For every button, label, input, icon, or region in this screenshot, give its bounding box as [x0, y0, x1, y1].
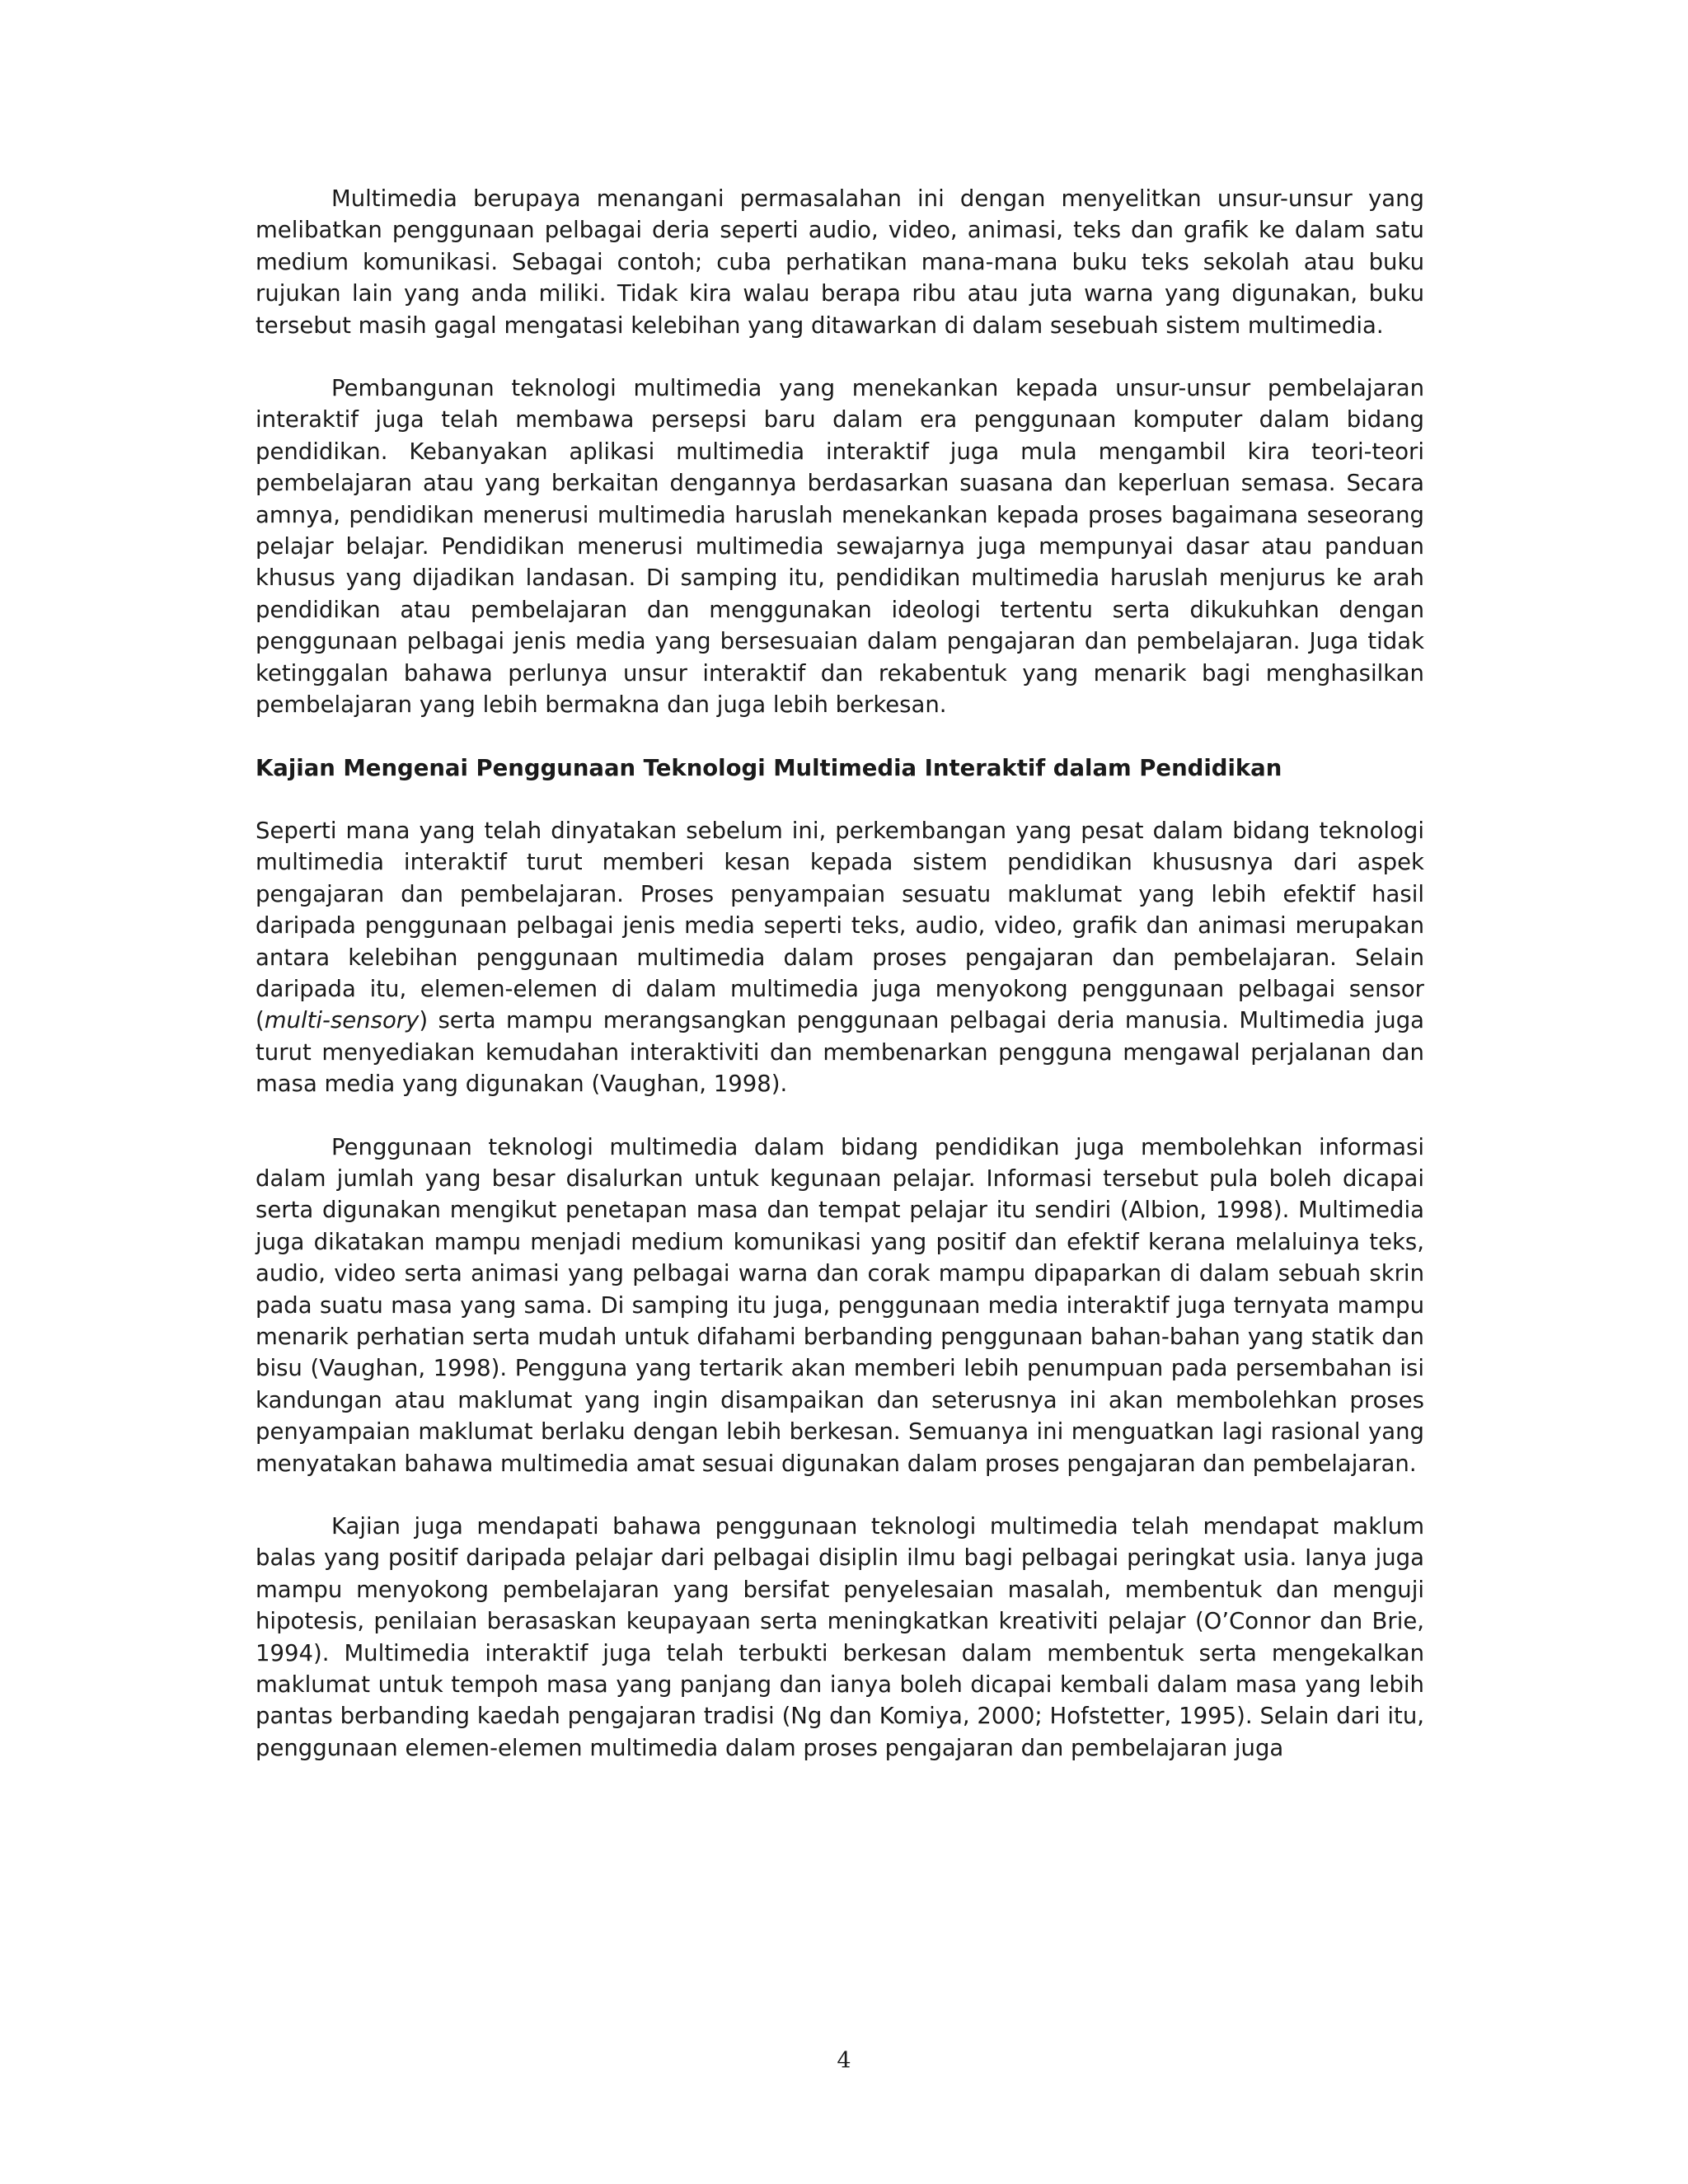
document-body: [256, 183, 1424, 1795]
page-number: 4: [837, 2048, 851, 2074]
paragraph-4: Penggunaan teknologi multimedia dalam bidang pendidikan juga membolehkan informasi dalam jumlah yang besar disalurkan untuk kegunaan pelajar. Informasi tersebut pula boleh dicapai serta digunakan mengikut penetapan masa dan tempat pelajar itu sendiri (Albion, 1998). Multimedia juga dikatakan mampu menjadi medium komunikasi yang positif dan efektif kerana melaluinya teks, audio, video serta animasi yang pelbagai warna dan corak mampu dipaparkan di dalam sebuah skrin pada suatu masa yang sama. Di samping itu juga, penggunaan media interaktif juga ternyata mampu menarik perhatian serta mudah untuk difahami berbanding penggunaan bahan-bahan yang statik dan bisu (Vaughan, 1998). Pengguna yang tertarik akan memberi lebih penumpuan pada persembahan isi kandungan atau maklumat yang ingin disampaikan dan seterusnya ini akan membolehkan proses penyampaian maklumat berlaku dengan lebih berkesan. Semuanya ini menguatkan lagi rasional yang menyatakan bahawa multimedia amat sesuai digunakan dalam proses pengajaran dan pembelajaran.: [256, 1133, 1424, 1477]
paragraph-3-part-2: ) serta mampu merangsangkan penggunaan pelbagai deria manusia. Multimedia juga turut menyediakan kemudahan interaktiviti dan membenarkan pengguna mengawal perjalanan dan masa media yang digunakan (Vaughan, 1998).: [256, 1007, 1424, 1098]
paragraph-2: Pembangunan teknologi multimedia yang menekankan kepada unsur-unsur pembelajaran interaktif juga telah membawa persepsi baru dalam era penggunaan komputer dalam bidang pendidikan. Kebanyakan aplikasi multimedia interaktif juga mula mengambil kira teori-teori pembelajaran atau yang berkaitan dengannya berdasarkan suasana dan keperluan semasa. Secara amnya, pendidikan menerusi multimedia haruslah menekankan kepada proses bagaimana seseorang pelajar belajar. Pendidikan menerusi multimedia sewajarnya juga mempunyai dasar atau panduan khusus yang dijadikan landasan. Di samping itu, pendidikan multimedia haruslah menjurus ke arah pendidikan atau pembelajaran dan menggunakan ideologi tertentu serta dikukuhkan dengan penggunaan pelbagai jenis media yang bersesuaian dalam pengajaran dan pembelajaran. Juga tidak ketinggalan bahawa perlunya unsur interaktif dan rekabentuk yang menarik bagi menghasilkan pembelajaran yang lebih bermakna dan juga lebih berkesan.: [256, 375, 1424, 719]
paragraph-5: Kajian juga mendapati bahawa penggunaan teknologi multimedia telah mendapat maklum balas yang positif daripada pelajar dari pelbagai disiplin ilmu bagi pelbagai peringkat usia. Ianya juga mampu menyokong pembelajaran yang bersifat penyelesaian masalah, membentuk dan menguji hipotesis, penilaian berasaskan keupayaan serta meningkatkan kreativiti pelajar (O’Connor dan Brie, 1994). Multimedia interaktif juga telah terbukti berkesan dalam membentuk serta mengekalkan maklumat untuk tempoh masa yang panjang dan ianya boleh dicapai kembali dalam masa yang lebih pantas berbanding kaedah pengajaran tradisi (Ng dan Komiya, 2000; Hofstetter, 1995). Selain dari itu, penggunaan elemen-elemen multimedia dalam proses pengajaran dan pembelajaran juga: [256, 1513, 1424, 1761]
section-heading: Kajian Mengenai Penggunaan Teknologi Multimedia Interaktif dalam Pendidikan: [256, 754, 1282, 781]
paragraph-1: Multimedia berupaya menangani permasalahan ini dengan menyelitkan unsur-unsur yang melibatkan penggunaan pelbagai deria seperti audio, video, animasi, teks dan grafik ke dalam satu medium komunikasi. Sebagai contoh; cuba perhatikan mana-mana buku teks sekolah atau buku rujukan lain yang anda miliki. Tidak kira walau berapa ribu atau juta warna yang digunakan, buku tersebut masih gagal mengatasi kelebihan yang ditawarkan di dalam sesebuah sistem multimedia.: [256, 185, 1424, 339]
paragraph-3: [256, 815, 1424, 1100]
paragraph-3-part-1: Seperti mana yang telah dinyatakan sebelum ini, perkembangan yang pesat dalam bidang teknologi multimedia interaktif turut memberi kesan kepada sistem pendidikan khususnya dari aspek pengajaran dan pembelajaran. Proses penyampaian sesuatu maklumat yang lebih efektif hasil daripada penggunaan pelbagai jenis media seperti teks, audio, video, grafik dan animasi merupakan antara kelebihan penggunaan multimedia dalam proses pengajaran dan pembelajaran. Selain daripada itu, elemen-elemen di dalam multimedia juga menyokong penggunaan pelbagai sensor (: [256, 817, 1424, 1034]
paragraph-3-italic-term: multi-sensory: [264, 1007, 420, 1034]
